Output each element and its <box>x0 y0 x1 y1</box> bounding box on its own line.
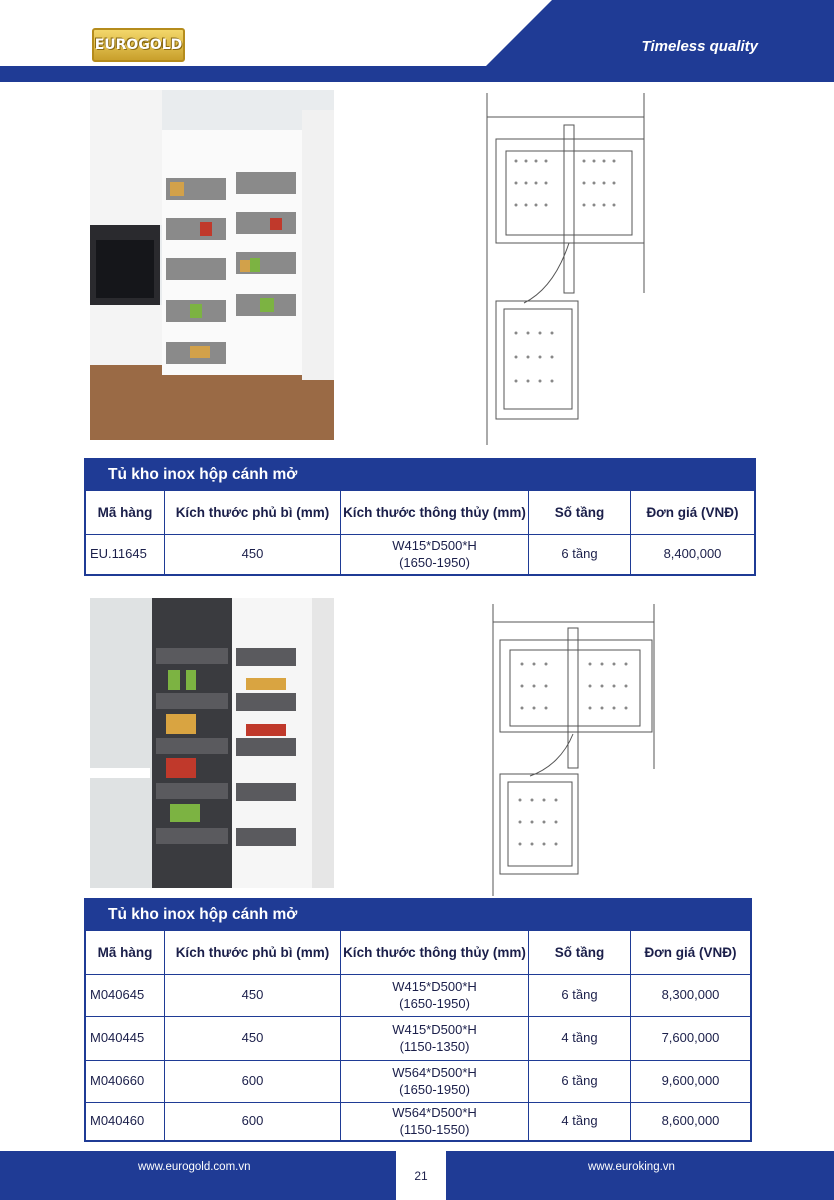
unit-price: 8,400,000 <box>630 535 754 574</box>
tier-count: 4 tầng <box>528 1103 630 1140</box>
product-code: EU.11645 <box>90 546 147 562</box>
overall-size: 600 <box>164 1103 340 1140</box>
tier-count: 6 tầng <box>528 1061 630 1102</box>
table-title: Tủ kho inox hộp cánh mở <box>86 900 750 930</box>
page-number: 21 <box>396 1151 446 1200</box>
footer-link-eurogold[interactable]: www.eurogold.com.vn <box>138 1161 251 1173</box>
tier-count: 6 tầng <box>528 975 630 1016</box>
unit-price: 9,600,000 <box>630 1061 750 1102</box>
product-code: M040460 <box>90 1113 145 1129</box>
table-row <box>86 974 750 1016</box>
product-code: M040445 <box>90 1030 145 1046</box>
unit-price: 8,600,000 <box>630 1103 750 1140</box>
table-title: Tủ kho inox hộp cánh mở <box>86 460 754 490</box>
tier-count: 6 tầng <box>528 535 630 574</box>
product-photo-1 <box>90 90 334 440</box>
clear-size: W415*D500*H (1650-1950) <box>340 535 528 574</box>
table-row <box>86 1016 750 1060</box>
unit-price: 7,600,000 <box>630 1017 750 1060</box>
table-header-row <box>86 930 750 974</box>
clear-size: W415*D500*H (1150-1350) <box>340 1017 528 1060</box>
overall-size: 450 <box>164 1017 340 1060</box>
technical-drawing-1 <box>484 93 654 445</box>
overall-size: 450 <box>164 975 340 1016</box>
table-row <box>86 1102 750 1140</box>
header-band <box>0 66 834 82</box>
tier-count: 4 tầng <box>528 1017 630 1060</box>
overall-size: 600 <box>164 1061 340 1102</box>
clear-size: W415*D500*H (1650-1950) <box>340 975 528 1016</box>
table-row <box>86 534 754 574</box>
col-header: Số tầng <box>528 491 630 534</box>
col-header: Mã hàng <box>97 944 153 960</box>
clear-size: W564*D500*H (1150-1550) <box>340 1103 528 1140</box>
price-table-1 <box>84 458 756 576</box>
eurogold-logo: EUROGOLD <box>92 28 185 62</box>
col-header: Mã hàng <box>97 504 153 520</box>
col-header: Đơn giá (VNĐ) <box>630 491 754 534</box>
table-row <box>86 1060 750 1102</box>
product-code: M040645 <box>90 987 145 1003</box>
col-header: Kích thước thông thủy (mm) <box>340 931 528 974</box>
unit-price: 8,300,000 <box>630 975 750 1016</box>
table-header-row <box>86 490 754 534</box>
product-code: M040660 <box>90 1073 145 1089</box>
col-header: Kích thước phủ bì (mm) <box>164 931 340 974</box>
overall-size: 450 <box>164 535 340 574</box>
technical-drawing-2 <box>490 604 658 896</box>
tagline: Timeless quality <box>641 38 758 55</box>
col-header: Kích thước thông thủy (mm) <box>340 491 528 534</box>
col-header: Kích thước phủ bì (mm) <box>164 491 340 534</box>
clear-size: W564*D500*H (1650-1950) <box>340 1061 528 1102</box>
price-table-2 <box>84 898 752 1142</box>
col-header: Số tầng <box>528 931 630 974</box>
footer-link-euroking[interactable]: www.euroking.vn <box>588 1161 675 1173</box>
product-photo-2 <box>90 598 334 888</box>
col-header: Đơn giá (VNĐ) <box>630 931 750 974</box>
